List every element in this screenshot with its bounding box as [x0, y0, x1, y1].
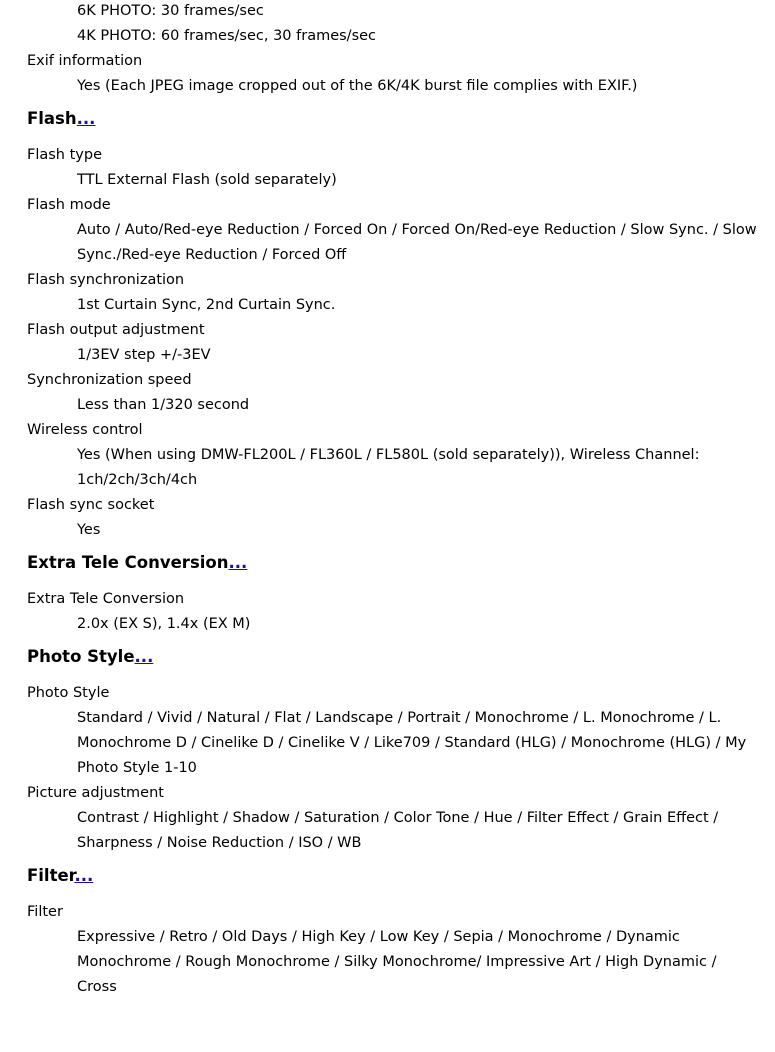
spec-term: Photo Style: [27, 685, 110, 701]
section-title-photo-style: [27, 644, 757, 669]
spec-term: Wireless control: [27, 422, 143, 438]
section-title-filter: [27, 863, 757, 888]
spec-value: Yes: [77, 522, 101, 538]
spec-value: 1/3EV step +/-3EV: [77, 347, 211, 363]
section-title-photo-style-text: Photo Style: [27, 647, 135, 666]
spec-value-exif: Yes (Each JPEG image cropped out of the 6K/4K burst file complies with EXIF.): [77, 78, 638, 94]
spec-document: [27, 0, 757, 1000]
photo-style-more-link[interactable]: ...: [134, 647, 154, 666]
spec-value: 2.0x (EX S), 1.4x (EX M): [77, 616, 251, 632]
spec-term: Picture adjustment: [27, 785, 164, 801]
filter-more-link[interactable]: ...: [74, 866, 94, 885]
spec-term: Filter: [27, 904, 63, 920]
spec-value: Contrast / Highlight / Shadow / Saturation / Color Tone / Hue / Filter Effect / Grain Effect / Sharpness / Noise Reduction / ISO / WB: [77, 810, 719, 851]
spec-term: Flash type: [27, 147, 102, 163]
spec-value: Standard / Vivid / Natural / Flat / Landscape / Portrait / Monochrome / L. Monochrome / L. Monochrome D / Cinelike D / Cinelike V / Like709 / Standard (HLG) / Monochrome (HLG) / My Photo Style 1-10: [77, 710, 747, 776]
spec-term: Flash output adjustment: [27, 322, 205, 338]
spec-value: Expressive / Retro / Old Days / High Key / Low Key / Sepia / Monochrome / Dynamic Monochrome / Rough Monochrome / Silky Monochrome/ Impressive Art / High Dynamic / Cross: [77, 929, 717, 995]
spec-value: TTL External Flash (sold separately): [77, 172, 337, 188]
section-title-flash: [27, 106, 757, 131]
flash-more-link[interactable]: ...: [76, 109, 96, 128]
spec-value: Yes (When using DMW-FL200L / FL360L / FL580L (sold separately)), Wireless Channel: 1ch/2ch/3ch/4ch: [77, 447, 700, 488]
section-title-flash-text: Flash: [27, 109, 77, 128]
spec-term: Flash mode: [27, 197, 111, 213]
spec-value-4k-photo: 4K PHOTO: 60 frames/sec, 30 frames/sec: [77, 28, 377, 44]
section-title-extra-tele: [27, 550, 757, 575]
spec-value: 1st Curtain Sync, 2nd Curtain Sync.: [77, 297, 336, 313]
spec-value: Less than 1/320 second: [77, 397, 250, 413]
spec-term-exif: Exif information: [27, 53, 143, 69]
spec-value: Auto / Auto/Red-eye Reduction / Forced On / Forced On/Red-eye Reduction / Slow Sync. / Slow Sync./Red-eye Reduction / Forced Off: [77, 222, 757, 263]
spec-term: Flash sync socket: [27, 497, 155, 513]
section-title-filter-text: Filter: [27, 866, 75, 885]
spec-term: Extra Tele Conversion: [27, 591, 185, 607]
extra-tele-more-link[interactable]: ...: [228, 553, 248, 572]
section-title-extra-tele-text: Extra Tele Conversion: [27, 553, 229, 572]
spec-term: Synchronization speed: [27, 372, 192, 388]
spec-value-6k-photo: 6K PHOTO: 30 frames/sec: [77, 3, 264, 19]
spec-term: Flash synchronization: [27, 272, 185, 288]
